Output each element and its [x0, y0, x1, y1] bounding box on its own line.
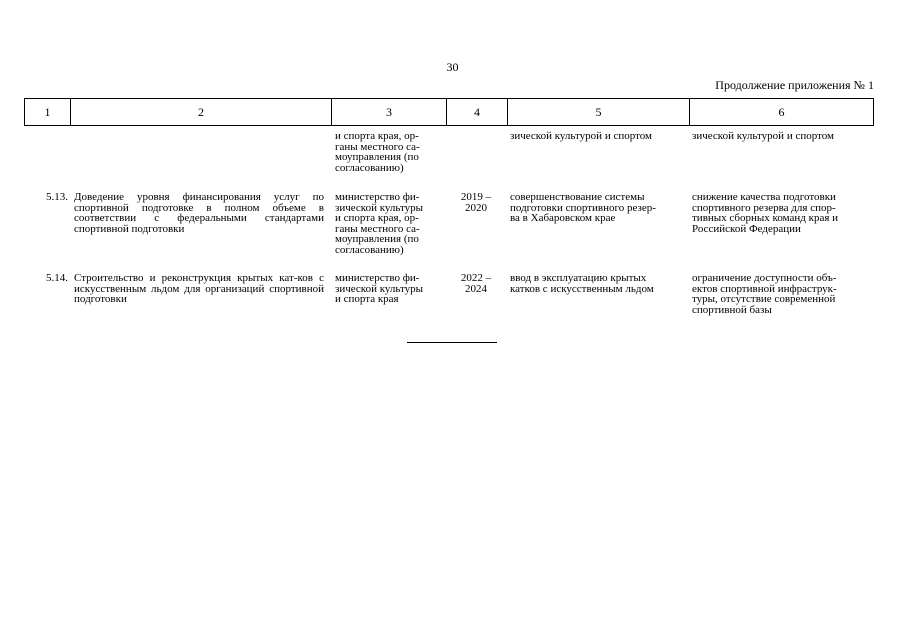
row-consequence: снижение качества подготовки спортивного резерва для спор- тивных сборных команд края и Российской Федерации [692, 191, 839, 235]
row-number: 5.13. [46, 191, 68, 203]
row-consequence: зической культурой и спортом [692, 130, 834, 142]
row-number: 5.14. [46, 272, 68, 284]
column-header-3: 3 [332, 99, 447, 126]
row-activity: Доведение уровня финансирования услуг по спортивной подготовке в полном объеме в соответствии с федеральными стандартами спортивной подготовки [74, 191, 324, 235]
column-header-1: 1 [25, 99, 71, 126]
row-result: зической культурой и спортом [510, 130, 652, 142]
row-period: 2022 – 2024 [460, 272, 492, 295]
column-header-5: 5 [508, 99, 690, 126]
row-consequence: ограничение доступности объ- ектов спортивной инфраструк- туры, отсутствие современной спортивной базы [692, 272, 837, 316]
continuation-label: Продолжение приложения № 1 [715, 78, 874, 92]
end-rule [407, 342, 497, 343]
row-result: совершенствование системы подготовки спортивного резер- ва в Хабаровском крае [510, 191, 656, 225]
column-header-6: 6 [690, 99, 874, 126]
row-activity: Строительство и реконструкция крытых кат-ков с искусственным льдом для организаций спортивной подготовки [74, 272, 324, 306]
row-executor: и спорта края, ор- ганы местного са- моуправления (по согласованию) [335, 130, 420, 174]
row-result: ввод в эксплуатацию крытых катков с искусственным льдом [510, 272, 654, 295]
column-header-table [24, 98, 874, 126]
column-header-row [25, 99, 874, 126]
page-number: 30 [446, 60, 459, 74]
column-header-2: 2 [71, 99, 332, 126]
row-period: 2019 – 2020 [460, 191, 492, 214]
row-executor: министерство фи- зической культуры и спорта края, ор- ганы местного са- моуправления (по согласованию) [335, 191, 424, 256]
row-executor: министерство фи- зической культуры и спорта края [335, 272, 424, 306]
column-header-4: 4 [447, 99, 508, 126]
